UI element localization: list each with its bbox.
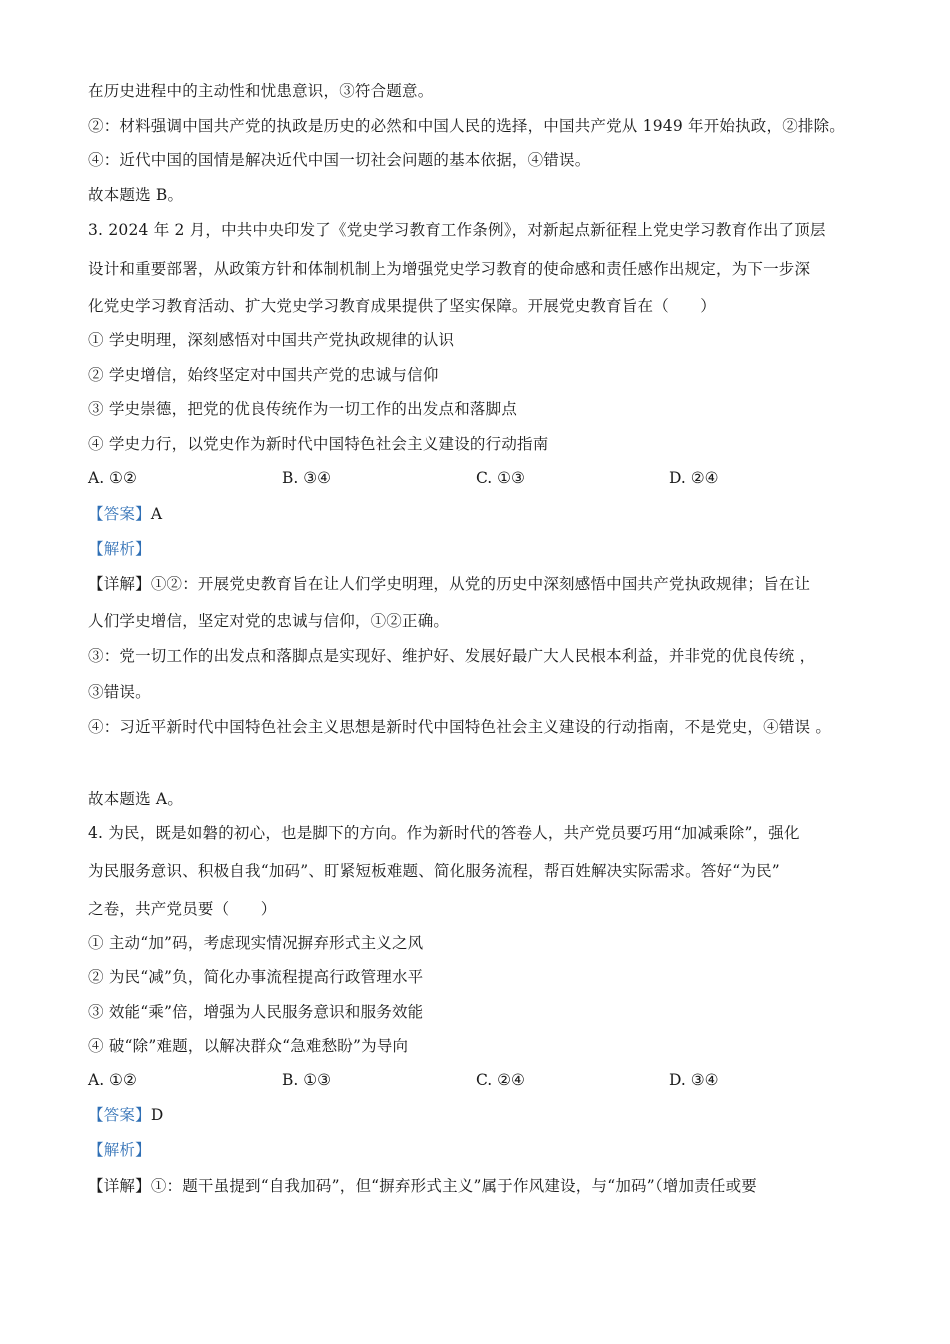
answer-line (88, 503, 162, 525)
question-3-stem: 化党史学习教育活动、扩大党史学习教育成果提供了坚实保障。开展党史教育旨在（ ） (88, 297, 717, 315)
answer-value: D (150, 1106, 164, 1124)
analysis-line (88, 538, 151, 560)
option-c: C. ②④ (476, 1071, 525, 1089)
answer-tag: 【答案】 (88, 505, 151, 523)
question-4-stem: 为民服务意识、积极自我“加码”、盯紧短板难题、简化服务流程，帮百姓解决实际需求。答好“为民” (88, 862, 780, 880)
question-3-item: ④ 学史力行，以党史作为新时代中国特色社会主义建设的行动指南 (88, 435, 549, 453)
text-line: 在历史进程中的主动性和忧患意识，③符合题意。 (88, 82, 434, 100)
option-b: B. ③④ (282, 469, 332, 487)
option-b: B. ①③ (282, 1071, 332, 1089)
detail-line: ④：习近平新时代中国特色社会主义思想是新时代中国特色社会主义建设的行动指南，不是党史，④错误 。 (88, 718, 832, 736)
question-4-item: ① 主动“加”码，考虑现实情况摒弃形式主义之风 (88, 934, 424, 952)
detail-line: ③：党一切工作的出发点和落脚点是实现好、维护好、发展好最广大人民根本利益，并非党的优良传统 ， (88, 647, 816, 665)
question-4-stem: 之卷，共产党员要（ ） (88, 900, 277, 918)
option-c: C. ①③ (476, 469, 525, 487)
option-a: A. ①② (88, 469, 137, 487)
option-d: D. ③④ (669, 1071, 719, 1089)
detail-tag: 【详解】 (88, 1177, 151, 1195)
detail-line (88, 1175, 757, 1197)
text-line: ④：近代中国的国情是解决近代中国一切社会问题的基本依据，④错误。 (88, 151, 591, 169)
text-line: ②：材料强调中国共产党的执政是历史的必然和中国人民的选择，中国共产党从 1949 年开始执政，②排除。 (88, 117, 846, 135)
detail-line (88, 573, 810, 595)
detail-text: ①：题干虽提到“自我加码”，但“摒弃形式主义”属于作风建设，与“加码”（增加责任或要 (150, 1177, 758, 1195)
question-4-item: ④ 破“除”难题，以解决群众“急难愁盼”为导向 (88, 1037, 409, 1055)
question-3-options (88, 467, 868, 489)
question-3-item: ② 学史增信，始终坚定对中国共产党的忠诚与信仰 (88, 366, 439, 384)
detail-tag: 【详解】 (88, 575, 151, 593)
analysis-tag: 【解析】 (88, 1141, 151, 1159)
detail-text: ①②：开展党史教育旨在让人们学史明理，从党的历史中深刻感悟中国共产党执政规律；旨在让 (150, 575, 811, 593)
question-3-stem: 设计和重要部署，从政策方针和体制机制上为增强党史学习教育的使命感和责任感作出规定，为下一步深 (88, 260, 811, 278)
question-3-item: ① 学史明理，深刻感悟对中国共产党执政规律的认识 (88, 331, 455, 349)
detail-line: 人们学史增信，坚定对党的忠诚与信仰，①②正确。 (88, 612, 450, 630)
answer-tag: 【答案】 (88, 1106, 151, 1124)
question-4-item: ③ 效能“乘”倍，增强为人民服务意识和服务效能 (88, 1003, 424, 1021)
question-3-stem: 3. 2024 年 2 月，中共中央印发了《党史学习教育工作条例》，对新起点新征程上党史学习教育作出了顶层 (88, 221, 826, 239)
detail-line: ③错误。 (88, 683, 151, 701)
question-4-stem: 4. 为民，既是如磐的初心，也是脚下的方向。作为新时代的答卷人，共产党员要巧用“加减乘除”，强化 (88, 824, 800, 842)
conclusion-line: 故本题选 B。 (88, 186, 184, 204)
analysis-line (88, 1139, 151, 1161)
question-4-item: ② 为民“减”负，简化办事流程提高行政管理水平 (88, 968, 424, 986)
conclusion-line: 故本题选 A。 (88, 790, 184, 808)
answer-value: A (150, 505, 163, 523)
answer-line (88, 1104, 163, 1126)
option-a: A. ①② (88, 1071, 137, 1089)
question-4-options (88, 1069, 868, 1091)
option-d: D. ②④ (669, 469, 719, 487)
question-3-item: ③ 学史崇德，把党的优良传统作为一切工作的出发点和落脚点 (88, 400, 518, 418)
analysis-tag: 【解析】 (88, 540, 151, 558)
